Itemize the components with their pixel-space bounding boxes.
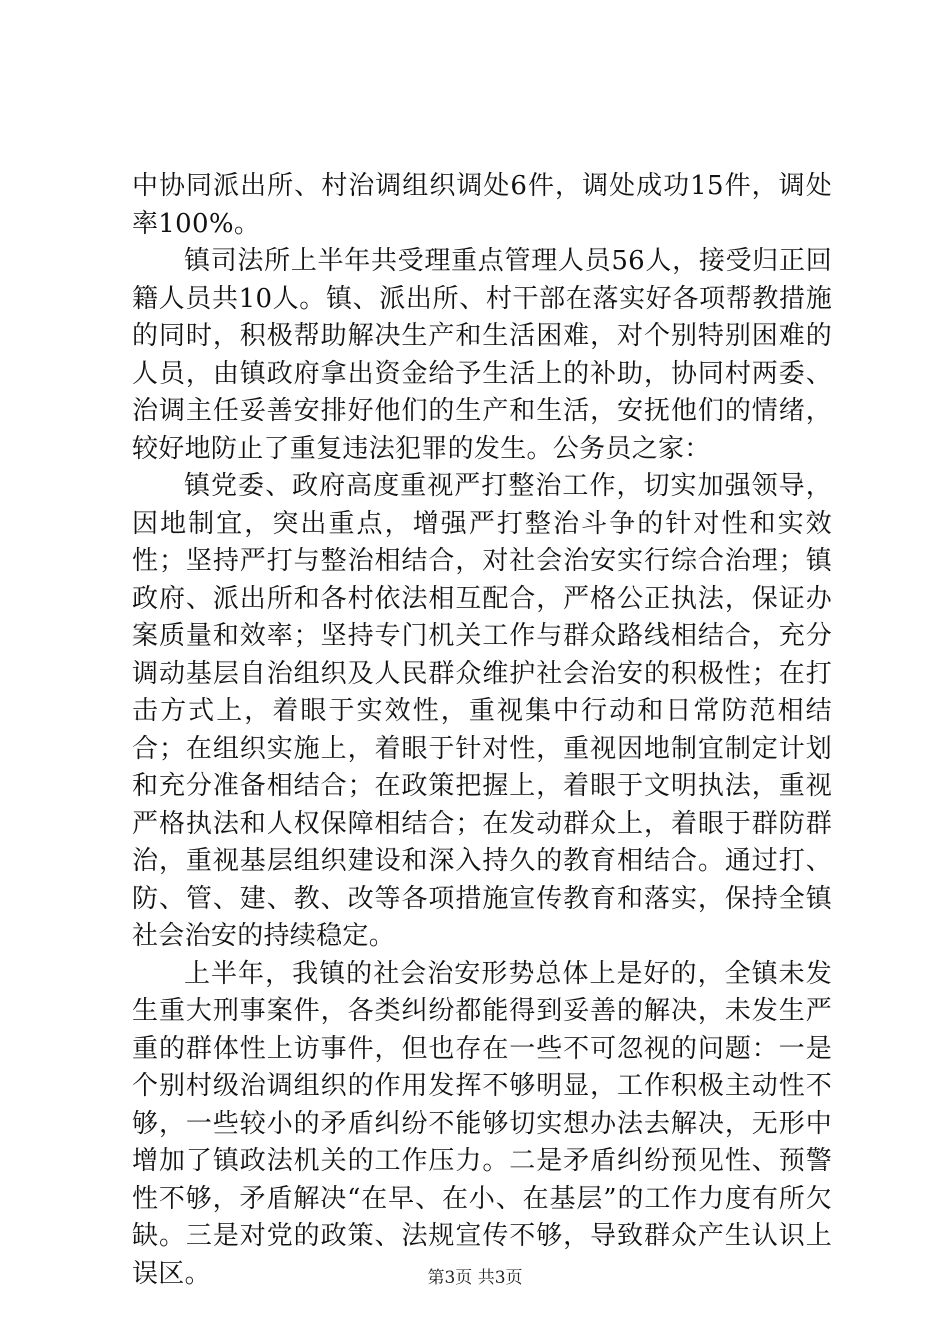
paragraph-continuation: 中协同派出所、村治调组织调处6件，调处成功15件，调处率100%。	[132, 171, 832, 239]
page-number: 第3页 共3页	[427, 1268, 523, 1288]
document-body	[132, 168, 832, 1293]
paragraph-judicial-office: 镇司法所上半年共受理重点管理人员56人，接受归正回籍人员共10人。镇、派出所、村干部在落实好各项帮教措施的同时，积极帮助解决生产和生活困难，对个别特别困难的人员，由镇政府拿出资金给予生活上的补助，协同村两委、治调主任妥善安排好他们的生产和生活，安抚他们的情绪，较好地防止了重复违法犯罪的发生。公务员之家：	[132, 246, 832, 464]
paragraph-strike-hard-rectification: 镇党委、政府高度重视严打整治工作，切实加强领导，因地制宜，突出重点，增强严打整治斗争的针对性和实效性；坚持严打与整治相结合，对社会治安实行综合治理；镇政府、派出所和各村依法相互配合，严格公正执法，保证办案质量和效率；坚持专门机关工作与群众路线相结合，充分调动基层自治组织及人民群众维护社会治安的积极性；在打击方式上，着眼于实效性，重视集中行动和日常防范相结合；在组织实施上，着眼于针对性，重视因地制宜制定计划和充分准备相结合；在政策把握上，着眼于文明执法，重视严格执法和人权保障相结合；在发动群众上，着眼于群防群治，重视基层组织建设和深入持久的教育相结合。通过打、防、管、建、教、改等各项措施宣传教育和落实，保持全镇社会治安的持续稳定。	[132, 471, 832, 951]
page-footer	[0, 1266, 950, 1290]
paragraph-first-half-summary: 上半年，我镇的社会治安形势总体上是好的，全镇未发生重大刑事案件，各类纠纷都能得到妥善的解决，未发生严重的群体性上访事件，但也存在一些不可忽视的问题：一是个别村级治调组织的作用发挥不够明显，工作积极主动性不够，一些较小的矛盾纠纷不能够切实想办法去解决，无形中增加了镇政法机关的工作压力。二是矛盾纠纷预见性、预警性不够，矛盾解决“在早、在小、在基层”的工作力度有所欠缺。三是对党的政策、法规宣传不够，导致群众产生认识上误区。	[132, 958, 832, 1289]
